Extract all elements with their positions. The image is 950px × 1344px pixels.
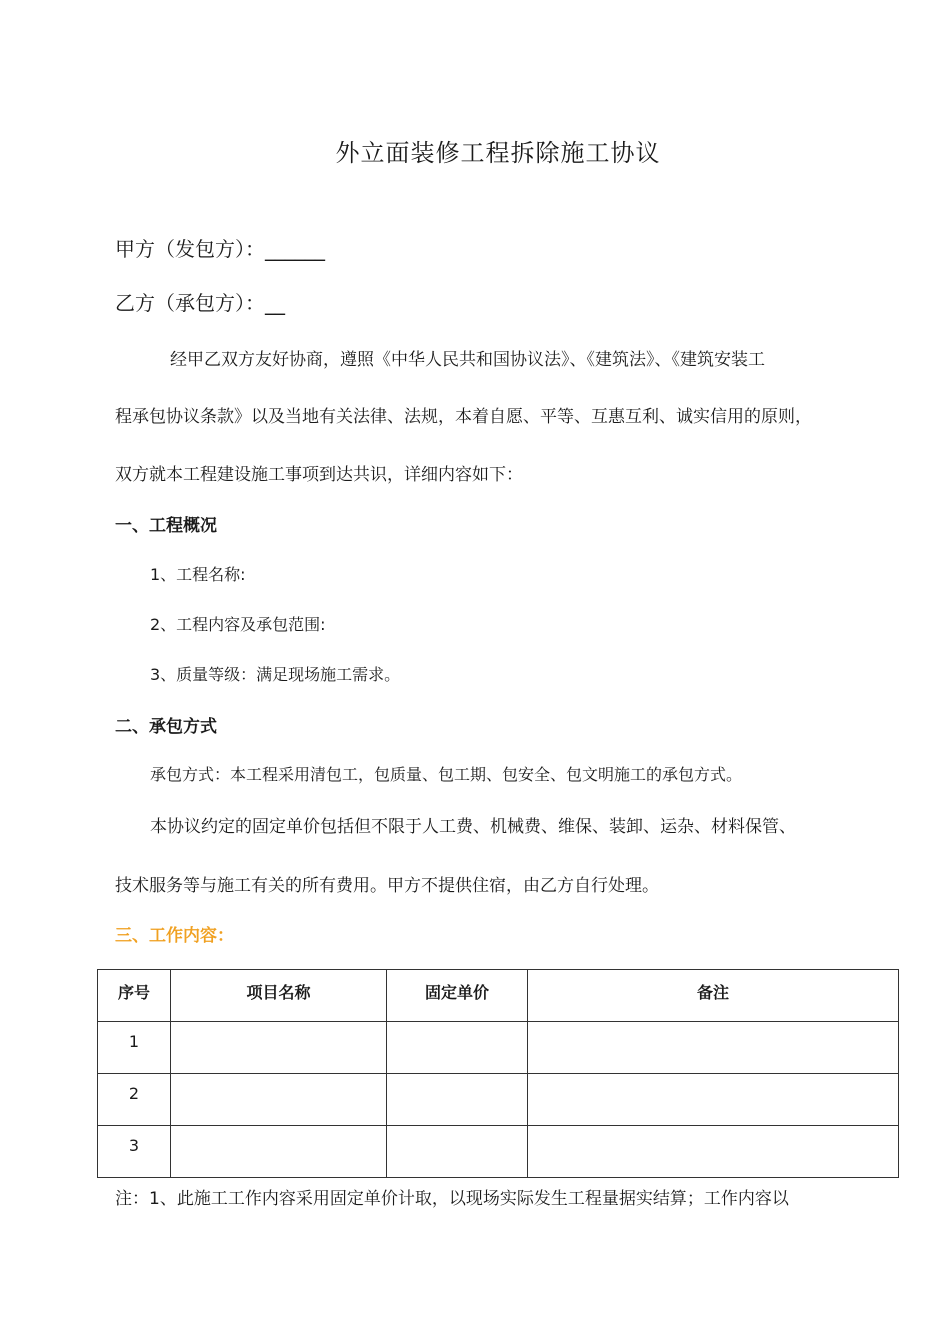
row-unit-price bbox=[387, 1126, 528, 1178]
party-a-line: 甲方（发包方）：______ bbox=[115, 237, 325, 261]
party-b-line: 乙方（承包方）：__ bbox=[115, 291, 285, 315]
row-item-name bbox=[171, 1074, 387, 1126]
row-unit-price bbox=[387, 1022, 528, 1074]
intro-line-1: 经甲乙双方友好协商，遵照《中华人民共和国协议法》、《建筑法》、《建筑安装工 bbox=[170, 350, 765, 370]
section-1-heading: 一、工程概况 bbox=[115, 516, 217, 536]
section-1-item-1: 1、工程名称: bbox=[150, 565, 246, 584]
header-unit-price: 固定单价 bbox=[387, 970, 528, 1022]
row-item-name bbox=[171, 1022, 387, 1074]
row-seq: 2 bbox=[98, 1074, 171, 1126]
section-1-item-3: 3、质量等级：满足现场施工需求。 bbox=[150, 665, 401, 684]
row-remarks bbox=[528, 1126, 899, 1178]
table-note: 注：1、此施工工作内容采用固定单价计取，以现场实际发生工程量据实结算；工作内容以 bbox=[115, 1189, 789, 1209]
section-2-paragraph-2-line-2: 技术服务等与施工有关的所有费用。甲方不提供住宿，由乙方自行处理。 bbox=[115, 876, 659, 896]
section-1-item-2: 2、工程内容及承包范围: bbox=[150, 615, 326, 634]
row-seq: 1 bbox=[98, 1022, 171, 1074]
document-title: 外立面装修工程拆除施工协议 bbox=[335, 139, 661, 167]
header-seq: 序号 bbox=[98, 970, 171, 1022]
row-seq: 3 bbox=[98, 1126, 171, 1178]
row-unit-price bbox=[387, 1074, 528, 1126]
row-item-name bbox=[171, 1126, 387, 1178]
intro-line-2: 程承包协议条款》以及当地有关法律、法规，本着自愿、平等、互惠互利、诚实信用的原则， bbox=[115, 407, 812, 427]
section-2-paragraph-2-line-1: 本协议约定的固定单价包括但不限于人工费、机械费、维保、装卸、运杂、材料保管、 bbox=[150, 817, 796, 837]
table-row bbox=[98, 1074, 899, 1126]
header-remarks: 备注 bbox=[528, 970, 899, 1022]
row-remarks bbox=[528, 1022, 899, 1074]
header-item-name: 项目名称 bbox=[171, 970, 387, 1022]
row-remarks bbox=[528, 1074, 899, 1126]
section-2-heading: 二、承包方式 bbox=[115, 717, 217, 737]
section-2-paragraph-1: 承包方式：本工程采用清包工，包质量、包工期、包安全、包文明施工的承包方式。 bbox=[150, 765, 743, 784]
table-row bbox=[98, 1022, 899, 1074]
table-header-row bbox=[98, 970, 899, 1022]
section-3-heading: 三、工作内容： bbox=[115, 926, 234, 946]
intro-line-3: 双方就本工程建设施工事项到达共识，详细内容如下： bbox=[115, 465, 523, 485]
table-row bbox=[98, 1126, 899, 1178]
work-content-table bbox=[97, 969, 899, 1178]
